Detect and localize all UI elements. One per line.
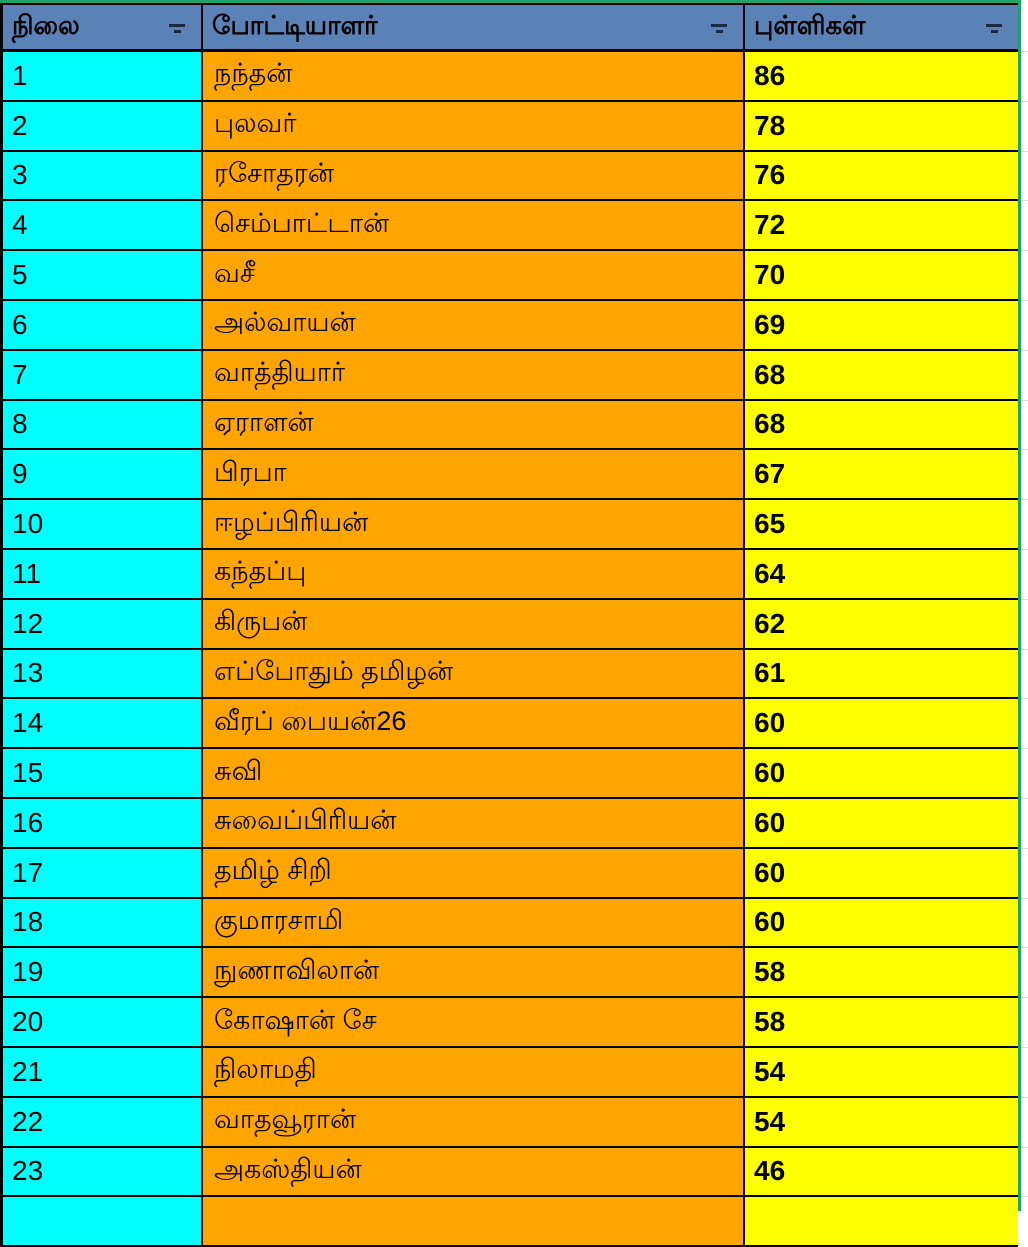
header-points-label: புள்ளிகள் bbox=[754, 10, 866, 40]
name-cell[interactable]: வாதவூரான் bbox=[203, 1098, 745, 1146]
points-cell[interactable]: 68 bbox=[745, 401, 1018, 449]
table-row bbox=[3, 1098, 1018, 1148]
table-row bbox=[3, 998, 1018, 1048]
points-cell[interactable]: 69 bbox=[745, 301, 1018, 349]
points-cell[interactable]: 67 bbox=[745, 450, 1018, 498]
name-cell[interactable]: நிலாமதி bbox=[203, 1048, 745, 1096]
table-row bbox=[3, 1048, 1018, 1098]
name-cell[interactable]: அகஸ்தியன் bbox=[203, 1148, 745, 1196]
rank-cell[interactable]: 14 bbox=[3, 699, 203, 747]
table-body bbox=[3, 52, 1018, 1247]
table-row bbox=[3, 948, 1018, 998]
name-cell[interactable]: வீரப் பையன்26 bbox=[203, 699, 745, 747]
rank-cell[interactable]: 12 bbox=[3, 600, 203, 648]
points-cell[interactable]: 54 bbox=[745, 1098, 1018, 1146]
table-row bbox=[3, 301, 1018, 351]
rank-cell[interactable]: 9 bbox=[3, 450, 203, 498]
points-cell[interactable]: 68 bbox=[745, 351, 1018, 399]
header-rank-label: நிலை bbox=[12, 10, 80, 40]
rank-cell[interactable]: 21 bbox=[3, 1048, 203, 1096]
points-cell[interactable]: 58 bbox=[745, 948, 1018, 996]
points-cell[interactable]: 65 bbox=[745, 500, 1018, 548]
name-cell[interactable]: சுவி bbox=[203, 749, 745, 797]
rank-cell[interactable]: 23 bbox=[3, 1148, 203, 1196]
points-cell[interactable]: 46 bbox=[745, 1148, 1018, 1196]
points-cell[interactable]: 62 bbox=[745, 600, 1018, 648]
table-row bbox=[3, 351, 1018, 401]
points-cell[interactable]: 61 bbox=[745, 650, 1018, 698]
rank-cell[interactable]: 15 bbox=[3, 749, 203, 797]
points-cell[interactable]: 60 bbox=[745, 749, 1018, 797]
name-cell[interactable] bbox=[203, 1197, 745, 1245]
table-row bbox=[3, 600, 1018, 650]
table-row bbox=[3, 401, 1018, 451]
points-cell[interactable]: 60 bbox=[745, 799, 1018, 847]
column-gutter bbox=[1021, 0, 1028, 1211]
points-cell[interactable]: 58 bbox=[745, 998, 1018, 1046]
rank-cell[interactable]: 22 bbox=[3, 1098, 203, 1146]
header-rank[interactable] bbox=[3, 5, 203, 49]
name-cell[interactable]: புலவர் bbox=[203, 102, 745, 150]
header-points[interactable] bbox=[745, 5, 1018, 49]
rank-cell[interactable]: 2 bbox=[3, 102, 203, 150]
rank-cell[interactable]: 13 bbox=[3, 650, 203, 698]
name-cell[interactable]: அல்வாயன் bbox=[203, 301, 745, 349]
table-row bbox=[3, 749, 1018, 799]
points-cell[interactable]: 86 bbox=[745, 52, 1018, 100]
name-cell[interactable]: பிரபா bbox=[203, 450, 745, 498]
header-competitor[interactable] bbox=[203, 5, 745, 49]
points-cell[interactable]: 60 bbox=[745, 699, 1018, 747]
table-row bbox=[3, 1148, 1018, 1198]
name-cell[interactable]: ரசோதரன் bbox=[203, 152, 745, 200]
name-cell[interactable]: தமிழ் சிறி bbox=[203, 849, 745, 897]
points-cell[interactable]: 72 bbox=[745, 201, 1018, 249]
rank-cell[interactable]: 3 bbox=[3, 152, 203, 200]
points-cell[interactable] bbox=[745, 1197, 1018, 1245]
table-row bbox=[3, 849, 1018, 899]
table-row bbox=[3, 102, 1018, 152]
points-cell[interactable]: 60 bbox=[745, 849, 1018, 897]
rank-cell[interactable]: 20 bbox=[3, 998, 203, 1046]
name-cell[interactable]: எப்போதும் தமிழன் bbox=[203, 650, 745, 698]
filter-funnel-icon[interactable] bbox=[981, 21, 1007, 33]
name-cell[interactable]: செம்பாட்டான் bbox=[203, 201, 745, 249]
filter-funnel-icon[interactable] bbox=[164, 21, 190, 33]
name-cell[interactable]: கிருபன் bbox=[203, 600, 745, 648]
table-row bbox=[3, 152, 1018, 202]
name-cell[interactable]: ஈழப்பிரியன் bbox=[203, 500, 745, 548]
table-row bbox=[3, 899, 1018, 949]
rank-cell[interactable]: 6 bbox=[3, 301, 203, 349]
table-row bbox=[3, 52, 1018, 102]
table-row bbox=[3, 699, 1018, 749]
leaderboard-table bbox=[0, 3, 1018, 1247]
rank-cell[interactable]: 4 bbox=[3, 201, 203, 249]
name-cell[interactable]: வாத்தியார் bbox=[203, 351, 745, 399]
name-cell[interactable]: சுவைப்பிரியன் bbox=[203, 799, 745, 847]
rank-cell[interactable]: 8 bbox=[3, 401, 203, 449]
rank-cell[interactable]: 16 bbox=[3, 799, 203, 847]
rank-cell[interactable]: 17 bbox=[3, 849, 203, 897]
header-row bbox=[3, 5, 1018, 52]
table-row bbox=[3, 201, 1018, 251]
rank-cell[interactable]: 10 bbox=[3, 500, 203, 548]
table-row bbox=[3, 251, 1018, 301]
rank-cell[interactable]: 1 bbox=[3, 52, 203, 100]
selection-border-top bbox=[0, 0, 1021, 3]
name-cell[interactable]: நந்தன் bbox=[203, 52, 745, 100]
table-row bbox=[3, 1197, 1018, 1247]
name-cell[interactable]: வசீ bbox=[203, 251, 745, 299]
points-cell[interactable]: 60 bbox=[745, 899, 1018, 947]
points-cell[interactable]: 54 bbox=[745, 1048, 1018, 1096]
table-row bbox=[3, 550, 1018, 600]
filter-funnel-icon[interactable] bbox=[706, 21, 732, 33]
rank-cell[interactable]: 19 bbox=[3, 948, 203, 996]
points-cell[interactable]: 70 bbox=[745, 251, 1018, 299]
name-cell[interactable]: ஏராளன் bbox=[203, 401, 745, 449]
rank-cell[interactable]: 11 bbox=[3, 550, 203, 598]
points-cell[interactable]: 78 bbox=[745, 102, 1018, 150]
rank-cell[interactable]: 7 bbox=[3, 351, 203, 399]
name-cell[interactable]: குமாரசாமி bbox=[203, 899, 745, 947]
name-cell[interactable]: நுணாவிலான் bbox=[203, 948, 745, 996]
header-competitor-label: போட்டியாளர் bbox=[212, 10, 378, 40]
rank-cell[interactable]: 18 bbox=[3, 899, 203, 947]
rank-cell[interactable]: 5 bbox=[3, 251, 203, 299]
rank-cell[interactable] bbox=[3, 1197, 203, 1245]
points-cell[interactable]: 64 bbox=[745, 550, 1018, 598]
table-row bbox=[3, 650, 1018, 700]
name-cell[interactable]: கோஷான் சே bbox=[203, 998, 745, 1046]
name-cell[interactable]: கந்தப்பு bbox=[203, 550, 745, 598]
table-row bbox=[3, 500, 1018, 550]
table-row bbox=[3, 799, 1018, 849]
selection-border-right bbox=[1018, 0, 1021, 1211]
table-row bbox=[3, 450, 1018, 500]
points-cell[interactable]: 76 bbox=[745, 152, 1018, 200]
